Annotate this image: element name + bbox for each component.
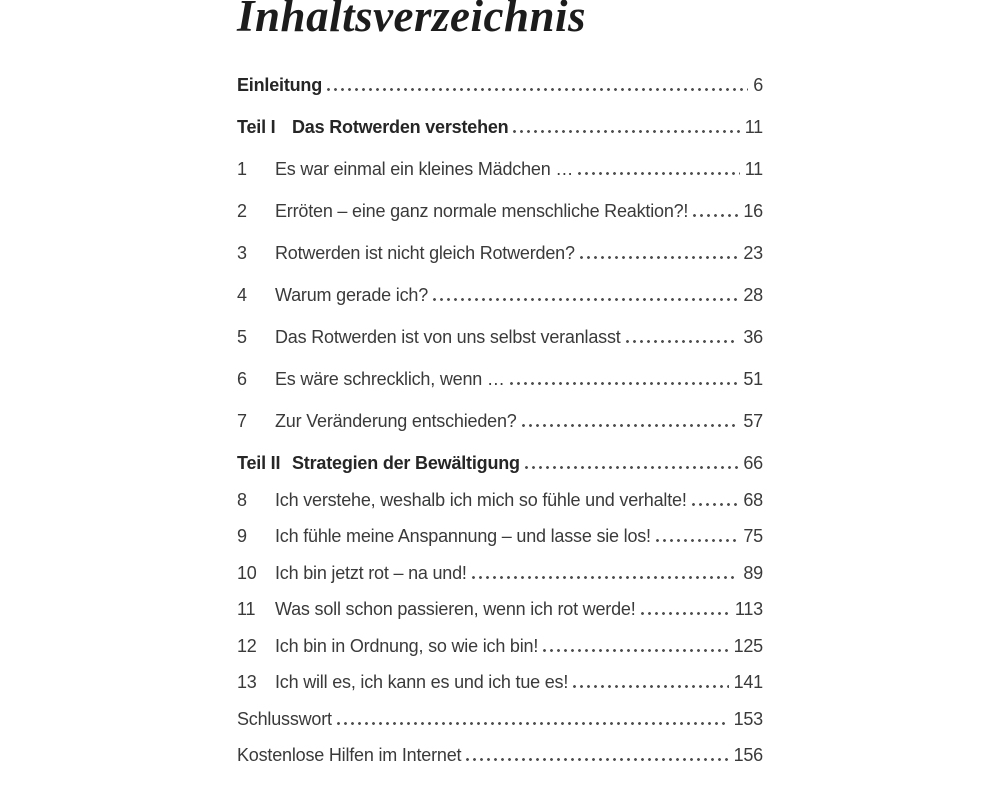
toc-page-number: 156 — [733, 745, 763, 765]
toc-row — [237, 707, 763, 731]
toc-row — [237, 283, 763, 307]
toc-page-number: 51 — [743, 369, 763, 389]
toc-row — [237, 670, 763, 694]
toc-entry-title: Kostenlose Hilfen im Internet — [237, 745, 462, 765]
toc-entry-label: 8 — [237, 489, 247, 510]
toc-page-number: 36 — [743, 327, 763, 347]
toc-entry-label: Teil I — [237, 117, 276, 137]
toc-row — [237, 73, 763, 97]
toc-page-number: 89 — [743, 562, 763, 583]
dot-leader — [525, 466, 739, 469]
dot-leader — [692, 503, 739, 506]
toc-page-number: 23 — [743, 243, 763, 263]
toc-page-number: 16 — [743, 201, 763, 221]
toc-row — [237, 451, 763, 475]
toc-entry-title: Ich bin in Ordnung, so wie ich bin! — [275, 635, 539, 656]
dot-leader — [327, 88, 748, 91]
toc-entry-title: Ich will es, ich kann es und ich tue es! — [275, 672, 569, 692]
toc-entry-label: 9 — [237, 526, 247, 546]
toc-row — [237, 367, 763, 391]
toc-page-number: 125 — [733, 635, 763, 656]
toc-entry-label: 7 — [237, 411, 247, 431]
toc-row — [237, 561, 763, 585]
dot-leader — [433, 298, 738, 301]
toc-entry-title: Ich fühle meine Anspannung – und lasse sie los! — [275, 526, 651, 546]
toc-page — [237, 0, 763, 800]
toc-entry-title: Warum gerade ich? — [275, 285, 429, 305]
toc-entry-title: Schlusswort — [237, 708, 332, 729]
toc-row — [237, 199, 763, 223]
dot-leader — [337, 722, 729, 725]
toc-page-number: 66 — [743, 453, 763, 473]
dot-leader — [693, 214, 738, 217]
toc-entry-label: 13 — [237, 672, 257, 692]
toc-entry-title: Rotwerden ist nicht gleich Rotwerden? — [275, 243, 575, 263]
toc-list — [237, 73, 763, 767]
toc-entry-label: 11 — [237, 599, 256, 619]
dot-leader — [580, 256, 739, 259]
toc-row — [237, 597, 763, 621]
dot-leader — [466, 758, 728, 761]
toc-row — [237, 241, 763, 265]
toc-entry-label: 2 — [237, 201, 247, 221]
toc-entry-label: 1 — [237, 159, 247, 179]
toc-row — [237, 409, 763, 433]
toc-page-number: 6 — [753, 75, 763, 95]
toc-page-number: 11 — [744, 159, 763, 179]
dot-leader — [543, 649, 728, 652]
dot-leader — [656, 539, 739, 542]
toc-page-number: 141 — [733, 672, 763, 692]
toc-entry-label: 5 — [237, 327, 247, 347]
toc-entry-title: Ich bin jetzt rot – na und! — [275, 562, 467, 583]
toc-entry-label: 12 — [237, 635, 257, 656]
dot-leader — [510, 382, 739, 385]
toc-entry-title: Es wäre schrecklich, wenn … — [275, 369, 505, 389]
dot-leader — [641, 612, 730, 615]
toc-entry-title: Was soll schon passieren, wenn ich rot werde! — [275, 599, 636, 619]
toc-page-number: 57 — [743, 411, 763, 431]
toc-entry-label: 10 — [237, 562, 257, 583]
toc-row — [237, 743, 763, 767]
toc-page-number: 68 — [743, 489, 763, 510]
toc-entry-title: Es war einmal ein kleines Mädchen … — [275, 159, 574, 179]
dot-leader — [522, 424, 739, 427]
toc-entry-title: Das Rotwerden ist von uns selbst veranlasst — [275, 327, 621, 347]
toc-page-number: 11 — [744, 117, 763, 137]
toc-row — [237, 157, 763, 181]
toc-page-number: 113 — [734, 599, 763, 619]
toc-row — [237, 115, 763, 139]
toc-page-number: 28 — [743, 285, 763, 305]
toc-entry-label: 3 — [237, 243, 247, 263]
dot-leader — [513, 130, 739, 133]
dot-leader — [472, 576, 739, 579]
toc-row — [237, 524, 763, 548]
toc-entry-title: Einleitung — [237, 75, 322, 95]
toc-entry-label: 6 — [237, 369, 247, 389]
toc-entry-title: Das Rotwerden verstehen — [292, 117, 509, 137]
toc-row — [237, 488, 763, 512]
toc-entry-label: 4 — [237, 285, 247, 305]
toc-entry-title: Erröten – eine ganz normale menschliche Reaktion?! — [275, 201, 689, 221]
toc-row — [237, 325, 763, 349]
toc-page-number: 75 — [743, 526, 763, 546]
toc-entry-title: Ich verstehe, weshalb ich mich so fühle und verhalte! — [275, 489, 687, 510]
dot-leader — [626, 340, 739, 343]
page-title: Inhaltsverzeichnis — [237, 0, 587, 41]
toc-row — [237, 634, 763, 658]
toc-entry-title: Strategien der Bewältigung — [292, 453, 520, 473]
dot-leader — [573, 685, 728, 688]
toc-entry-title: Zur Veränderung entschieden? — [275, 411, 517, 431]
toc-page-number: 153 — [733, 708, 763, 729]
dot-leader — [578, 172, 740, 175]
toc-entry-label: Teil II — [237, 453, 281, 473]
